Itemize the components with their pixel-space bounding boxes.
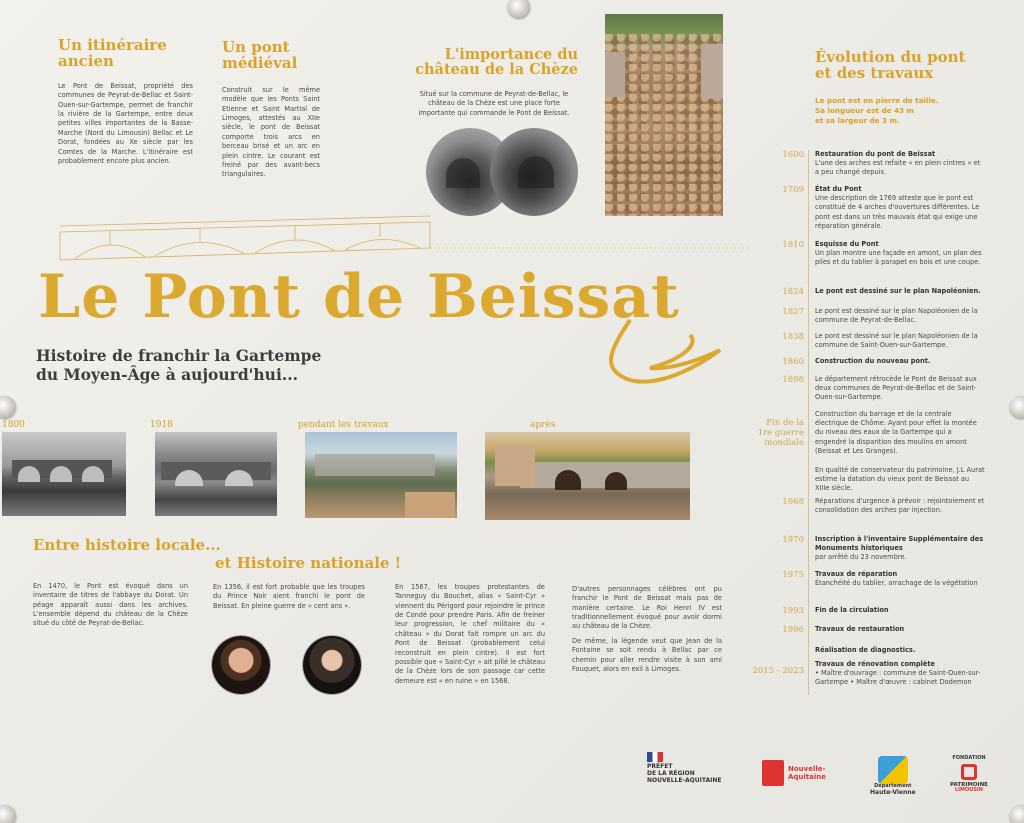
screw-icon [0,396,16,418]
timeline-year: 1709 [782,185,804,195]
fondation-line1: FONDATION [952,755,986,761]
timeline-entry-text: Une description de 1769 atteste que le pont est constitué de 4 arches d'ouvertures différentes. Le pont est dans un très mauvais état qui exige une réparation générale. [815,194,980,230]
itineraire-text: Le Pont de Beissat, propriété des communes de Peyrat-de-Bellac et Saint-Ouen-sur-Gartempe, permet de franchir la rivière de la Gartempe, entre deux petites villes importantes de la Basse-Marche (Nord du Limousin) Bellac et Le Dorat, fondées au Xe siècle par les Comtes de la Marche. L'itinéraire est probablement encore plus ancien. [58,82,193,165]
timeline-entry [815,240,985,268]
timeline-entry [815,332,985,350]
photo-label-1918: 1918 [150,420,173,430]
timeline-year: 1968 [782,497,804,507]
photo-label-1800: 1800 [2,420,25,430]
title-flourish-icon [590,310,730,390]
photo-during-works [305,432,457,518]
evolution-title [815,50,965,82]
timeline-entry [815,606,985,615]
timeline-entry-text: Un plan montre une façade en amont, un plan des piles et du tablier à parapet en bois et une coupe. [815,249,982,267]
itineraire-title [58,38,167,70]
timeline-entry-text: Le département rétrocède le Pont de Beissat aux deux communes de Peyrat-de-Bellac et de Saint-Ouen-sur-Gartempe. [815,375,977,402]
timeline-year: 1860 [782,357,804,367]
evolution-subtitle [815,96,938,126]
timeline-entry-title: Travaux de restauration [815,625,905,633]
evolution-title-line2: et des travaux [815,63,934,82]
main-subtitle-line1: Histoire de franchir la Gartempe [36,346,322,365]
evolution-subtitle-line2: Sa longueur est de 43 m [815,106,914,116]
photo-label-after: après [530,420,556,430]
evolution-title-line1: Évolution du pont [815,48,966,66]
photo-label-during-works: pendant les travaux [298,420,389,430]
chateau-text: Situé sur la commune de Peyrat-de-Bellac, le château de la Chèze est une place forte importante qui commande le Pont de Beissat. [418,90,570,117]
prefet-line3: NOUVELLE-AQUITAINE [647,776,722,784]
fondation-logo [950,756,988,794]
timeline-year: 1898 [782,375,804,385]
timeline-entry [815,357,985,366]
medieval-title [222,40,297,72]
region-line2: Aquitaine [788,773,827,781]
timeline-entry-text: par arrêté du 23 novembre. [815,553,907,562]
timeline-year: 2015 - 2023 [752,666,804,676]
region-logo [762,760,826,786]
timeline-year: 1970 [782,535,804,545]
prefet-line2: DE LA RÉGION [647,769,695,777]
chateau-title [398,47,578,77]
timeline-entry [815,410,985,456]
portrait-henri-iv [212,636,270,694]
timeline-year: 1810 [782,240,804,250]
chateau-title-line1: L'importance du [444,46,578,63]
screw-icon [1010,805,1024,823]
main-title: Le Pont de Beissat [38,262,680,332]
timeline-entry [815,660,985,688]
hv-line1: Département [874,783,912,789]
histoire-col2: En 1356, il est fort probable que les troupes du Prince Noir aient franchi le pont de Beissat. En pleine guerre de « cent ans ». [213,583,365,610]
timeline-year: Fin de la 1re guerre mondiale [757,418,804,449]
timeline-entry [815,185,985,231]
fondation-mark-icon [961,764,977,780]
photo-1800 [2,432,126,516]
timeline-year: 1600 [782,150,804,160]
timeline-entry-text: L'une des arches est refaite « en plein cintres » et a peu changé depuis. [815,159,981,177]
timeline-year: 1993 [782,606,804,616]
timeline-entry-title: Travaux de réparation [815,570,898,578]
timeline-year: 1838 [782,332,804,342]
timeline-entry [815,150,985,178]
region-lion-icon [762,760,784,786]
timeline-entry-title: État du Pont [815,185,862,193]
timeline-entry-title: Inscription à l'inventaire Supplémentaire des Monuments historiques [815,535,984,553]
hv-mark-icon [878,756,908,784]
itineraire-title-line2: ancien [58,51,114,70]
timeline-entry [815,466,985,494]
timeline-entry-title: Le pont est dessiné sur le plan Napoléonien. [815,287,981,295]
timeline-entry-title: Construction du nouveau pont. [815,357,931,365]
histoire-col4b: De même, la légende veut que Jean de la Fontaine se soit rendu à Bellac par ce chemin pour aller rendre visite à son ami Fouquet, alors en exil à Limoges. [572,636,722,673]
medieval-title-line2: médiéval [222,53,298,72]
timeline-year: 1975 [782,570,804,580]
histoire-col1: En 1470, le Pont est évoqué dans un inventaire de titres de l'abbaye du Dorat. Un péage apparaît aussi dans les archives. L'ensemble dépend du château de la Chèze situé du côté de Peyrat-de-Bellac. [33,582,188,628]
prefet-logo [647,752,721,785]
evolution-subtitle-line3: et sa largeur de 3 m. [815,116,900,126]
hv-line2: Haute-Vienne [870,788,916,796]
timeline-entry [815,535,985,563]
timeline-entry [815,625,985,634]
main-subtitle [36,346,321,385]
timeline-entry-title: Travaux de rénovation complète [815,660,935,668]
medieval-title-line1: Un pont [222,38,290,56]
region-line1: Nouvelle- [788,764,826,773]
bridge-deck-photo [605,14,723,216]
timeline-entry-title: Restauration du pont de Beissat [815,150,936,158]
timeline-year: 1824 [782,287,804,297]
haute-vienne-logo [870,756,916,797]
photo-1918 [155,432,277,516]
chateau-title-line2: château de la Chèze [415,61,578,79]
timeline-entry [815,570,985,588]
timeline-entry [815,375,985,403]
timeline-line [808,150,809,695]
timeline-entry-text: Le pont est dessiné sur le plan Napoléonien de la commune de Peyrat-de-Bellac. [815,307,978,325]
itineraire-title-line1: Un itinéraire [58,36,167,54]
main-subtitle-line2: du Moyen-Âge à aujourd'hui... [36,365,299,385]
timeline-entry-text: Construction du barrage et de la centrale électrique de Chôme. Ayant pour effet la montée du niveau des eaux de la Gartempe qui a engendré la disparition des moulins en amont (Beissat et Les Granges). [815,410,977,455]
photo-after [485,432,690,520]
portrait-la-fontaine [303,636,361,694]
timeline-entry-title: Esquisse du Pont [815,240,879,248]
timeline-year: 1827 [782,307,804,317]
timeline-entry [815,287,985,296]
histoire-title-line1: Entre histoire locale... [33,536,221,554]
medieval-text: Construit sur le même modèle que les Ponts Saint Etienne et Saint Martial de Limoges, attestés au XIIe siècle, le pont de Beissat comporte trois arcs en berceau brisé et un arc en plein cintre. Le courant est freiné par des avant-becs triangulaires. [222,86,320,179]
evolution-subtitle-line1: Le pont est en pierre de taille. [815,96,939,105]
timeline-entry [815,646,985,655]
histoire-col3: En 1567, les troupes protestantes de Tanneguy du Bouchet, alias « Saint-Cyr » viennent du Périgord pour rejoindre le prince de Condé pour prendre Paris. Afin de freiner leur progression, le chef militaire du « château » du Dorat fait rompre un arc du Pont de Beissat (probablement celui reconstruit en plein cintre). Il est fort possible que « Saint-Cyr » ait pillé le château de la Chèze lors de son passage car cette demeure est « en ruine » en 1568. [395,583,545,685]
fondation-line3: LIMOUSIN [954,787,983,794]
timeline-entry [815,497,985,515]
histoire-col4 [572,585,722,674]
timeline-entry-text: • Maître d'ouvrage : commune de Saint-Ouen-sur-Gartempe • Maître d'œuvre : cabinet Dodemon [815,669,981,687]
timeline-entry-text: Étanchéité du tablier, arrachage de la végétation [815,579,978,588]
histoire-col4a: D'autres personnages célèbres ont pu franchir le Pont de Beissat mais pas de manière certaine. Le Roi Henri IV est traditionnellement évoqué pour avoir dormi au château de la Chèze. [572,585,722,631]
timeline-entry-text: En qualité de conservateur du patrimoine, J.L Aurat estime la datation du vieux pont de Beissat au XIIIe siècle. [815,466,985,493]
timeline-entry-title: Fin de la circulation [815,606,889,614]
timeline-entry [815,307,985,325]
timeline-entry-text: Le pont est dessiné sur le plan Napoléonien de la commune de Saint-Ouen-sur-Gartempe. [815,332,978,350]
screw-icon [1010,396,1024,418]
screw-icon [0,805,16,823]
timeline-entry-text: Réparations d'urgence à prévoir : rejointoiement et consolidation des arches par injection. [815,497,985,515]
prefet-line1: PRÉFET [647,763,673,770]
screw-icon [508,0,530,18]
chateau-photo [426,128,578,218]
timeline-year: 1996 [782,625,804,635]
fondation-line2: PATRIMOINE [950,781,988,788]
timeline-entry-title: Réalisation de diagnostics. [815,646,916,654]
histoire-title-line2: et Histoire nationale ! [215,554,402,572]
